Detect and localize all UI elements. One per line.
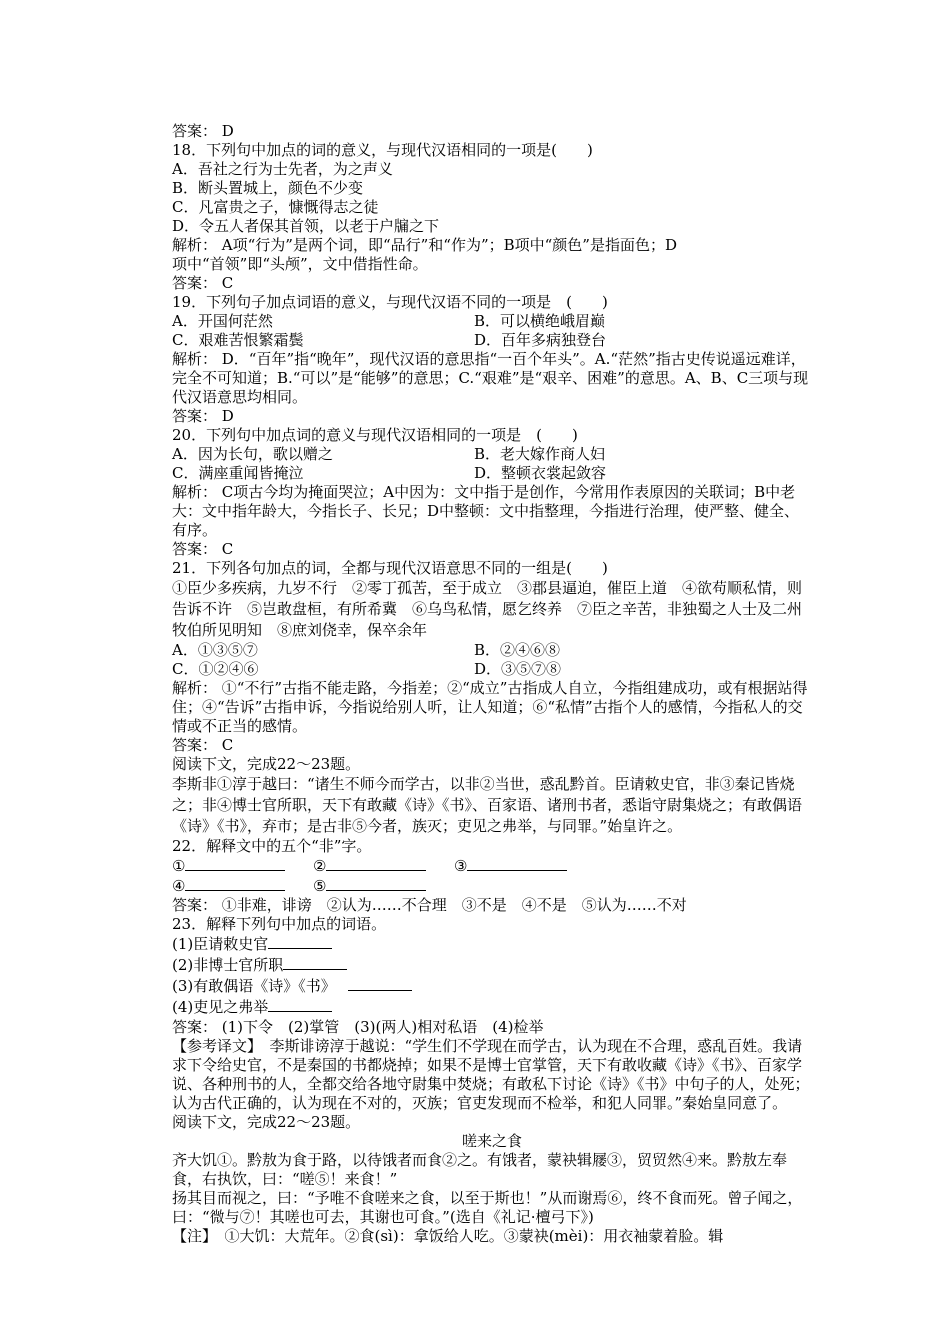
answer-19: 答案： D	[172, 407, 234, 425]
question-23-item-4	[172, 997, 812, 1018]
question-21-option-a: A．①③⑤⑦	[172, 641, 258, 659]
question-21-option-b: B．②④⑥⑧	[474, 641, 561, 659]
question-22-stem: 22．解释文中的五个“非”字。	[172, 837, 372, 855]
passage-lisi: 李斯非①淳于越曰：“诸生不师今而学古，以非②当世，惑乱黔首。臣请敕史官，非③秦记皆烧之；非④博士官所职，天下有敢藏《诗》《书》、百家语、诸刑书者，悉诣守尉集烧之；有敢偶语《诗》《书》，弃市；是古非⑤今者，族灭；吏见之弗举，与同罪。”始皇许之。	[172, 775, 803, 835]
question-20-option-a: A．因为长句，歌以赠之	[172, 445, 333, 463]
question-18-option-b: B．断头置城上，颜色不少变	[172, 179, 364, 197]
question-22-blanks-row-1	[172, 856, 812, 876]
item-blank-2[interactable]	[283, 955, 347, 970]
question-23-stem: 23．解释下列句中加点的词语。	[172, 915, 387, 933]
question-21-option-c: C．①②④⑥	[172, 660, 259, 678]
question-18-analysis-2: 项中“首领”即“头颅”，文中借指性命。	[172, 255, 428, 273]
question-19-analysis: 解析： D．“百年”指“晚年”，现代汉语的意思指“一百个年头”。A.“茫然”指古史传说遥远难详，完全不可知道；B.“可以”是“能够”的意思；C.“艰难”是“艰辛、困难”的意思。A、B、C三项与现代汉语意思均相同。	[172, 350, 809, 406]
question-21-options-row-1	[172, 641, 812, 660]
question-19-option-d: D．百年多病独登台	[474, 331, 607, 349]
question-19-option-b: B．可以横绝峨眉巅	[474, 312, 606, 330]
question-18-option-c: C．凡富贵之子，慷慨得志之徒	[172, 198, 379, 216]
question-19-stem: 19．下列句子加点词语的意义，与现代汉语不同的一项是 ( )	[172, 293, 608, 311]
answer-22: 答案： ①非难，诽谤 ②认为……不合理 ③不是 ④不是 ⑤认为……不对	[172, 896, 687, 914]
question-21-option-d: D．③⑤⑦⑧	[474, 660, 562, 678]
question-19-options-row-1	[172, 312, 812, 331]
question-23-item-3	[172, 976, 812, 997]
answer-17: 答案： D	[172, 122, 234, 140]
answer-23: 答案： (1)下令 (2)掌管 (3)(两人)相对私语 (4)检举	[172, 1018, 544, 1036]
passage-note: 【注】 ①大饥：大荒年。②食(sì)：拿饭给人吃。③蒙袂(mèi)：用衣袖蒙着脸。辑	[172, 1227, 724, 1245]
question-23-item-2	[172, 955, 812, 976]
question-18-option-d: D．令五人者保其首领，以老于户牖之下	[172, 217, 440, 235]
question-21-stem: 21．下列各句加点的词，全都与现代汉语意思不同的一组是( )	[172, 559, 608, 577]
item-blank-4[interactable]	[268, 997, 332, 1012]
item-text-4: (4)吏见之弗举	[172, 998, 269, 1016]
reference-translation: 【参考译文】 李斯诽谤淳于越说：“学生们不学现在而学古，认为现在不合理，惑乱百姓。我请求下令给史官，不是秦国的书都烧掉；如果不是博士官掌管，天下有敢收藏《诗》《书》、百家学说、各种刑书的人，全都交给各地守尉集中焚烧；有敢私下讨论《诗》《书》中句子的人，处死；认为古代正确的，认为现在不对的，灭族；官吏发现而不检举，和犯人同罪。”秦始皇同意了。	[172, 1037, 810, 1112]
question-21-options-row-2	[172, 660, 812, 679]
question-20-analysis: 解析： C项古今均为掩面哭泣；A中因为：文中指于是创作，今常用作表原因的关联词；B中老大：文中指年龄大，今指长子、长兄；D中整顿：文中指整理，今指进行治理，使严整、健全、有序。	[172, 483, 800, 539]
blank-label-2: ②	[313, 857, 327, 875]
blank-3[interactable]	[467, 856, 567, 871]
question-18-option-a: A．吾社之行为士先者，为之声义	[172, 160, 393, 178]
question-19-option-c: C．艰难苦恨繁霜鬓	[172, 331, 304, 349]
answer-20: 答案： C	[172, 540, 234, 558]
item-blank-3[interactable]	[348, 976, 412, 991]
reading-instruction-2: 阅读下文，完成22～23题。	[172, 1113, 361, 1131]
question-18-stem: 18．下列句中加点的词的意义，与现代汉语相同的一项是( )	[172, 141, 593, 159]
blank-label-3: ③	[454, 857, 468, 875]
question-20-options-row-2	[172, 464, 812, 483]
blank-1[interactable]	[185, 856, 285, 871]
question-21-analysis: 解析： ①“不行”古指不能走路，今指差；②“成立”古指成人自立，今指组建成功，或有根据站得住；④“告诉”古指申诉，今指说给别人听，让人知道；⑥“私情”古指个人的感情，今指私人的交情或不正当的感情。	[172, 679, 808, 735]
question-20-stem: 20．下列句中加点词的意义与现代汉语相同的一项是 ( )	[172, 426, 578, 444]
question-19-options-row-2	[172, 331, 812, 350]
item-text-3: (3)有敢偶语《诗》《书》	[172, 977, 336, 995]
passage-jielai-2: 扬其目而视之，曰：“予唯不食嗟来之食，以至于斯也！”从而谢焉⑥，终不食而死。曾子闻之，曰：“微与⑦！其嗟也可去，其谢也可食。”(选自《礼记·檀弓下》)	[172, 1189, 803, 1226]
question-18-analysis-1: 解析： A项“行为”是两个词，即“品行”和“作为”；B项中“颜色”是指面色；D	[172, 236, 678, 254]
passage-title: 嗟来之食	[461, 1132, 522, 1150]
blank-2[interactable]	[326, 856, 426, 871]
question-21-body: ①臣少多疾病，九岁不行 ②零丁孤苦，至于成立 ③郡县逼迫，催臣上道 ④欲苟顺私情，则告诉不许 ⑤岂敢盘桓，有所希冀 ⑥乌鸟私情，愿乞终养 ⑦臣之辛苦，非独蜀之人士及二州牧伯所见明知 ⑧庶刘侥幸，保卒余年	[172, 579, 803, 639]
question-20-option-c: C．满座重闻皆掩泣	[172, 464, 304, 482]
question-20-option-b: B．老大嫁作商人妇	[474, 445, 606, 463]
question-20-option-d: D．整顿衣裳起敛容	[474, 464, 607, 482]
blank-label-1: ①	[172, 857, 186, 875]
document-page	[172, 122, 812, 1246]
blank-5[interactable]	[326, 876, 426, 891]
blank-label-5: ⑤	[313, 877, 327, 895]
answer-21: 答案： C	[172, 736, 234, 754]
blank-4[interactable]	[185, 876, 285, 891]
question-23-item-1	[172, 934, 812, 955]
reading-instruction-1: 阅读下文，完成22～23题。	[172, 755, 361, 773]
question-20-options-row-1	[172, 445, 812, 464]
passage-jielai-1: 齐大饥①。黔敖为食于路，以待饿者而食②之。有饿者，蒙袂辑屦③，贸贸然④来。黔敖左奉食，右执饮，曰：“嗟⑤！来食！”	[172, 1151, 788, 1188]
question-19-option-a: A．开国何茫然	[172, 312, 273, 330]
answer-18: 答案： C	[172, 274, 234, 292]
item-text-2: (2)非博士官所职	[172, 956, 284, 974]
question-22-blanks-row-2	[172, 876, 812, 896]
item-blank-1[interactable]	[268, 934, 332, 949]
blank-label-4: ④	[172, 877, 186, 895]
item-text-1: (1)臣请敕史官	[172, 935, 269, 953]
